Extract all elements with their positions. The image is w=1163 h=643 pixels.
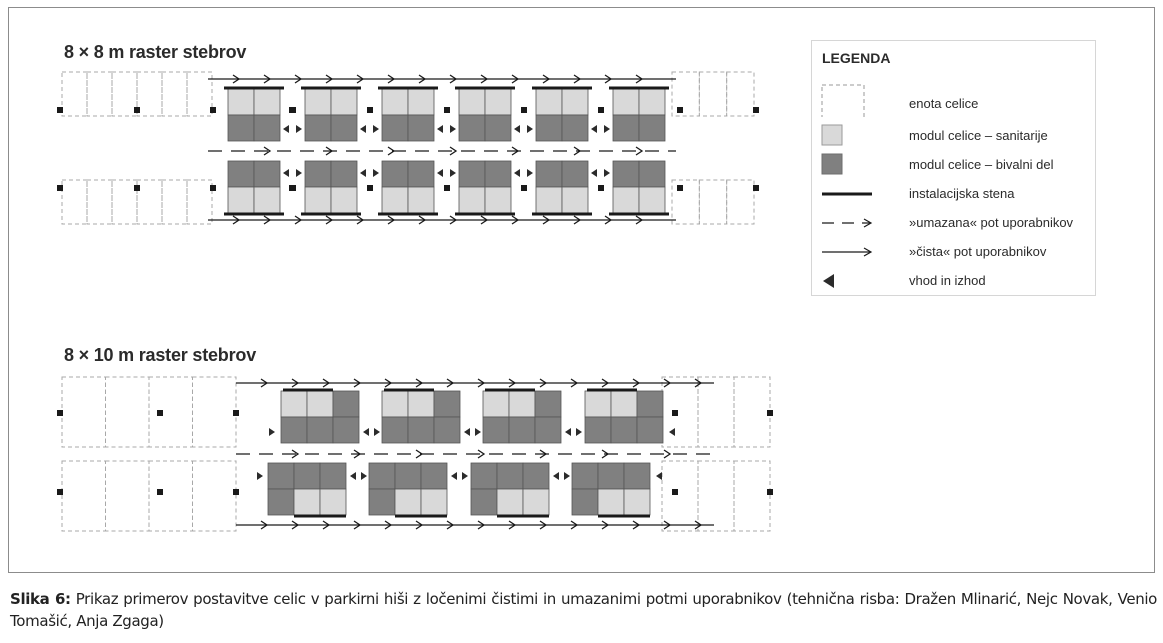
column-marker bbox=[521, 185, 527, 191]
column-marker bbox=[134, 107, 140, 113]
living-module bbox=[254, 161, 280, 187]
sanitary-module bbox=[611, 391, 637, 417]
column-marker bbox=[598, 185, 604, 191]
living-module bbox=[572, 489, 598, 515]
cell-unit bbox=[62, 180, 87, 224]
living-module bbox=[294, 463, 320, 489]
cell-unit bbox=[727, 180, 754, 224]
cell-unit bbox=[106, 377, 150, 447]
cell-unit bbox=[62, 461, 106, 531]
legend-item-sanitary-module bbox=[812, 123, 1095, 149]
entrance-triangle bbox=[464, 428, 470, 436]
cell-unit bbox=[698, 377, 734, 447]
column-marker bbox=[753, 185, 759, 191]
triangle-icon bbox=[820, 268, 876, 294]
entrance-triangle bbox=[475, 428, 481, 436]
entrance-triangle bbox=[296, 169, 302, 177]
cell-unit bbox=[112, 72, 137, 116]
dashed-square-icon bbox=[820, 77, 876, 117]
living-module bbox=[307, 417, 333, 443]
figure-caption bbox=[10, 588, 1157, 632]
cell-unit bbox=[187, 180, 212, 224]
cell-unit bbox=[62, 377, 106, 447]
living-module bbox=[305, 115, 331, 141]
column-marker bbox=[672, 410, 678, 416]
entrance-triangle bbox=[514, 169, 520, 177]
legend bbox=[811, 40, 1096, 296]
entrance-triangle bbox=[462, 472, 468, 480]
cell-unit bbox=[699, 180, 726, 224]
cell-unit bbox=[112, 180, 137, 224]
path-arrow bbox=[416, 450, 422, 458]
living-module bbox=[320, 463, 346, 489]
living-module bbox=[562, 161, 588, 187]
column-marker bbox=[57, 185, 63, 191]
sanitary-module bbox=[331, 187, 357, 213]
sanitary-module bbox=[562, 187, 588, 213]
cell-unit bbox=[698, 461, 734, 531]
sanitary-module bbox=[254, 187, 280, 213]
entrance-triangle bbox=[374, 428, 380, 436]
living-module bbox=[523, 463, 549, 489]
entrance-triangle bbox=[591, 169, 597, 177]
entrance-triangle bbox=[373, 169, 379, 177]
entrance-triangle bbox=[553, 472, 559, 480]
living-module bbox=[395, 463, 421, 489]
entrance-triangle bbox=[437, 169, 443, 177]
entrance-triangle bbox=[527, 169, 533, 177]
living-module bbox=[434, 417, 460, 443]
living-module bbox=[228, 161, 254, 187]
entrance-triangle bbox=[350, 472, 356, 480]
column-marker bbox=[233, 489, 239, 495]
living-module bbox=[598, 463, 624, 489]
living-module bbox=[228, 115, 254, 141]
legend-label: »čista« pot uporabnikov bbox=[909, 244, 1047, 259]
sanitary-module bbox=[408, 391, 434, 417]
living-module bbox=[331, 161, 357, 187]
sanitary-module bbox=[228, 187, 254, 213]
cell-unit bbox=[734, 377, 770, 447]
entrance-triangle bbox=[451, 472, 457, 480]
caption-label: Slika 6: bbox=[10, 590, 71, 608]
living-module bbox=[613, 161, 639, 187]
column-marker bbox=[134, 185, 140, 191]
living-module bbox=[382, 417, 408, 443]
living-module bbox=[333, 391, 359, 417]
sanitary-module bbox=[408, 187, 434, 213]
legend-item-dirty-path bbox=[812, 210, 1095, 236]
legend-label: modul celice – bivalni del bbox=[909, 157, 1054, 172]
living-module bbox=[509, 417, 535, 443]
living-module bbox=[637, 391, 663, 417]
living-module bbox=[624, 463, 650, 489]
column-marker bbox=[210, 185, 216, 191]
living-module bbox=[471, 463, 497, 489]
sanitary-module bbox=[408, 89, 434, 115]
entrance-triangle bbox=[296, 125, 302, 133]
cell-unit bbox=[149, 377, 193, 447]
sanitary-module bbox=[382, 391, 408, 417]
entrance-triangle bbox=[604, 169, 610, 177]
sanitary-module bbox=[639, 187, 665, 213]
sanitary-module bbox=[382, 187, 408, 213]
column-marker bbox=[367, 107, 373, 113]
living-module bbox=[305, 161, 331, 187]
sanitary-module bbox=[459, 89, 485, 115]
living-module bbox=[536, 115, 562, 141]
cell-unit bbox=[727, 72, 754, 116]
column-marker bbox=[672, 489, 678, 495]
living-module bbox=[281, 417, 307, 443]
sanitary-module bbox=[585, 391, 611, 417]
column-marker bbox=[57, 489, 63, 495]
cell-unit bbox=[162, 72, 187, 116]
column-marker bbox=[157, 489, 163, 495]
sanitary-module bbox=[523, 489, 549, 515]
entrance-triangle bbox=[564, 472, 570, 480]
cell-unit bbox=[162, 180, 187, 224]
sanitary-module bbox=[459, 187, 485, 213]
entrance-triangle bbox=[257, 472, 263, 480]
living-module bbox=[459, 161, 485, 187]
living-module bbox=[483, 417, 509, 443]
legend-title: LEGENDA bbox=[822, 50, 891, 66]
entrance-triangle bbox=[437, 125, 443, 133]
living-module bbox=[535, 391, 561, 417]
living-module bbox=[382, 115, 408, 141]
cell-unit bbox=[87, 180, 112, 224]
legend-item-clean-path bbox=[812, 239, 1095, 265]
legend-item-installation-wall bbox=[812, 181, 1095, 207]
legend-label: enota celice bbox=[909, 96, 979, 111]
sanitary-module bbox=[639, 89, 665, 115]
legend-label: instalacijska stena bbox=[909, 186, 1015, 201]
sanitary-module bbox=[509, 391, 535, 417]
sanitary-module bbox=[254, 89, 280, 115]
entrance-triangle bbox=[576, 428, 582, 436]
column-marker bbox=[157, 410, 163, 416]
column-marker bbox=[57, 410, 63, 416]
entrance-triangle bbox=[527, 125, 533, 133]
cell-unit bbox=[672, 180, 699, 224]
living-module bbox=[562, 115, 588, 141]
column-marker bbox=[677, 107, 683, 113]
living-module bbox=[613, 115, 639, 141]
layout-8x10 bbox=[57, 377, 773, 531]
column-marker bbox=[767, 410, 773, 416]
sanitary-module bbox=[536, 89, 562, 115]
living-module bbox=[497, 463, 523, 489]
column-marker bbox=[57, 107, 63, 113]
living-module bbox=[585, 417, 611, 443]
sanitary-module bbox=[562, 89, 588, 115]
cell-unit bbox=[672, 72, 699, 116]
sanitary-module bbox=[485, 89, 511, 115]
column-marker bbox=[289, 185, 295, 191]
living-module bbox=[382, 161, 408, 187]
living-module bbox=[639, 161, 665, 187]
solid-arrow-icon bbox=[820, 239, 876, 265]
cell-unit bbox=[662, 377, 698, 447]
column-marker bbox=[753, 107, 759, 113]
living-module bbox=[639, 115, 665, 141]
path-arrow bbox=[388, 147, 394, 155]
sanitary-module bbox=[228, 89, 254, 115]
column-marker bbox=[367, 185, 373, 191]
entrance-triangle bbox=[565, 428, 571, 436]
living-module bbox=[434, 391, 460, 417]
column-marker bbox=[444, 185, 450, 191]
entrance-triangle bbox=[669, 428, 675, 436]
column-marker bbox=[289, 107, 295, 113]
living-module bbox=[408, 115, 434, 141]
layout-title-8x8: 8 × 8 m raster stebrov bbox=[64, 42, 247, 62]
column-marker bbox=[233, 410, 239, 416]
sanitary-module bbox=[536, 187, 562, 213]
living-module bbox=[485, 161, 511, 187]
caption-text: Prikaz primerov postavitve celic v parkirni hiši z ločenimi čistimi in umazanimi potmi uporabnikov (tehnična risba: Dražen Mlinarić, Nejc Novak, Venio Tomašić, Anja Zgaga) bbox=[10, 590, 1157, 630]
legend-label: »umazana« pot uporabnikov bbox=[909, 215, 1074, 230]
entrance-triangle bbox=[450, 125, 456, 133]
layout-8x8 bbox=[57, 72, 759, 224]
cell-unit bbox=[62, 72, 87, 116]
sanitary-module bbox=[483, 391, 509, 417]
living-module bbox=[572, 463, 598, 489]
legend-item-cell-unit bbox=[812, 91, 1095, 117]
cell-unit bbox=[193, 377, 237, 447]
thick-line-icon bbox=[820, 181, 876, 207]
sanitary-module bbox=[281, 391, 307, 417]
cell-unit bbox=[106, 461, 150, 531]
sanitary-module bbox=[307, 391, 333, 417]
sanitary-module bbox=[613, 89, 639, 115]
living-module bbox=[471, 489, 497, 515]
entrance-triangle bbox=[361, 472, 367, 480]
living-module bbox=[485, 115, 511, 141]
entrance-triangle bbox=[283, 169, 289, 177]
sanitary-module bbox=[382, 89, 408, 115]
entrance-triangle bbox=[373, 125, 379, 133]
dashed-arrow-icon bbox=[820, 210, 876, 236]
legend-item-entrance-exit bbox=[812, 268, 1095, 294]
legend-item-living-module bbox=[812, 152, 1095, 178]
living-module bbox=[536, 161, 562, 187]
sanitary-module bbox=[294, 489, 320, 515]
living-module bbox=[254, 115, 280, 141]
column-marker bbox=[210, 107, 216, 113]
column-marker bbox=[521, 107, 527, 113]
cell-unit bbox=[87, 72, 112, 116]
entrance-triangle bbox=[269, 428, 275, 436]
living-module bbox=[421, 463, 447, 489]
dark-square-icon bbox=[820, 152, 876, 178]
entrance-triangle bbox=[363, 428, 369, 436]
entrance-triangle bbox=[591, 125, 597, 133]
sanitary-module bbox=[320, 489, 346, 515]
entrance-triangle bbox=[283, 125, 289, 133]
path-arrow bbox=[636, 147, 642, 155]
sanitary-module bbox=[331, 89, 357, 115]
sanitary-module bbox=[497, 489, 523, 515]
column-marker bbox=[677, 185, 683, 191]
sanitary-module bbox=[305, 187, 331, 213]
living-module bbox=[408, 417, 434, 443]
cell-unit bbox=[699, 72, 726, 116]
layout-title-8x10: 8 × 10 m raster stebrov bbox=[64, 345, 257, 365]
entrance-triangle bbox=[450, 169, 456, 177]
entrance-triangle bbox=[360, 169, 366, 177]
sanitary-module bbox=[624, 489, 650, 515]
cell-unit bbox=[662, 461, 698, 531]
living-module bbox=[535, 417, 561, 443]
living-module bbox=[369, 463, 395, 489]
column-marker bbox=[767, 489, 773, 495]
cell-unit bbox=[734, 461, 770, 531]
legend-label: vhod in izhod bbox=[909, 273, 986, 288]
living-module bbox=[268, 463, 294, 489]
living-module bbox=[369, 489, 395, 515]
cell-unit bbox=[149, 461, 193, 531]
sanitary-module bbox=[395, 489, 421, 515]
light-square-icon bbox=[820, 123, 876, 149]
living-module bbox=[611, 417, 637, 443]
living-module bbox=[331, 115, 357, 141]
entrance-triangle bbox=[514, 125, 520, 133]
sanitary-module bbox=[485, 187, 511, 213]
entrance-triangle bbox=[604, 125, 610, 133]
living-module bbox=[637, 417, 663, 443]
column-marker bbox=[598, 107, 604, 113]
living-module bbox=[333, 417, 359, 443]
legend-label: modul celice – sanitarije bbox=[909, 128, 1048, 143]
living-module bbox=[268, 489, 294, 515]
cell-unit bbox=[193, 461, 237, 531]
sanitary-module bbox=[613, 187, 639, 213]
path-arrow bbox=[664, 450, 670, 458]
cell-unit bbox=[137, 72, 162, 116]
entrance-triangle bbox=[360, 125, 366, 133]
living-module bbox=[459, 115, 485, 141]
entrance-triangle bbox=[656, 472, 662, 480]
column-marker bbox=[444, 107, 450, 113]
sanitary-module bbox=[305, 89, 331, 115]
cell-unit bbox=[137, 180, 162, 224]
sanitary-module bbox=[598, 489, 624, 515]
sanitary-module bbox=[421, 489, 447, 515]
living-module bbox=[408, 161, 434, 187]
